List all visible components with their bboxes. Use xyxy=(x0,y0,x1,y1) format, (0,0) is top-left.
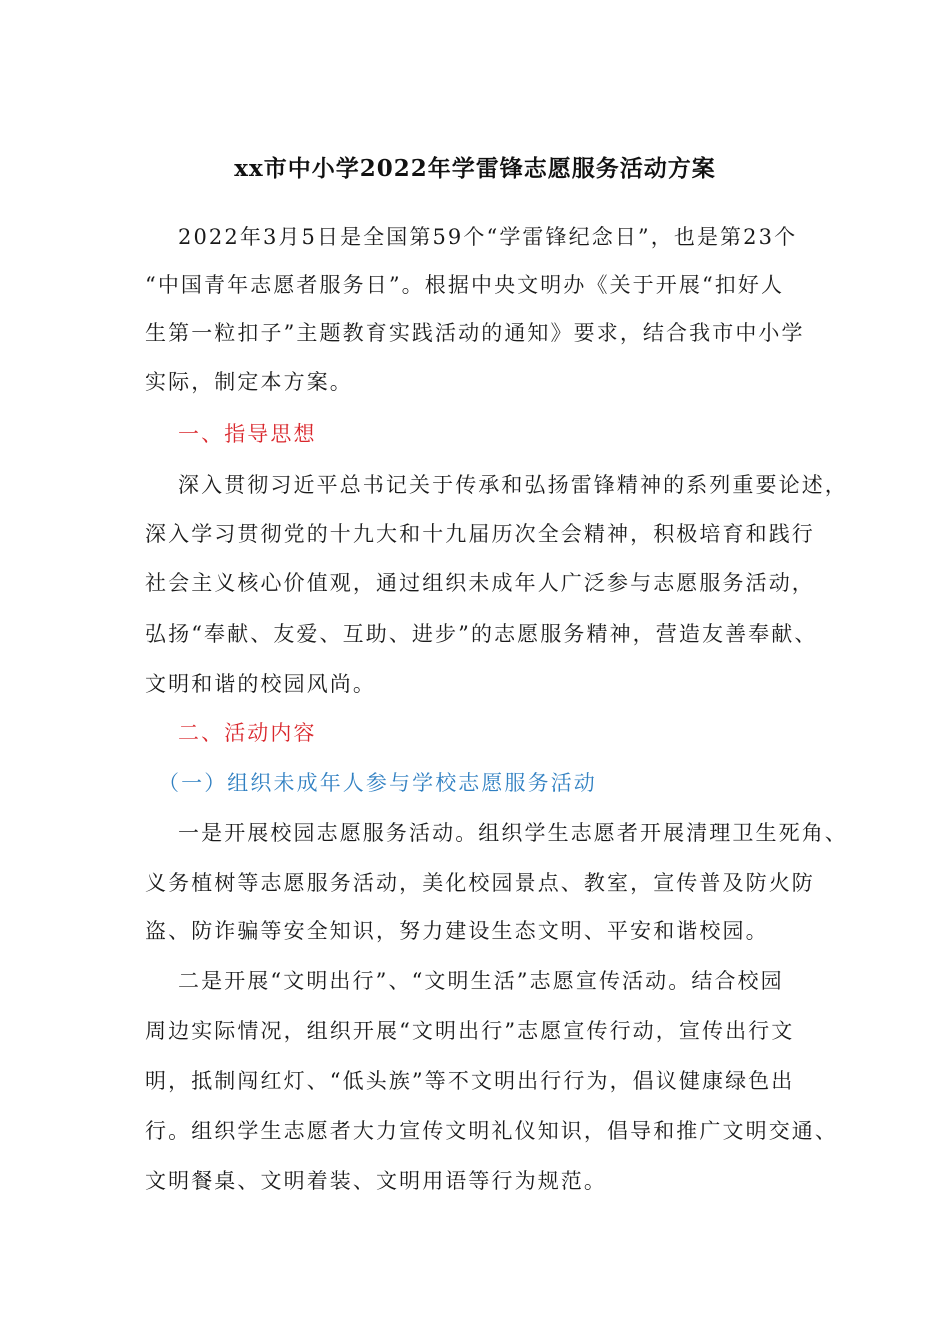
para2-line-5: 文明餐桌、文明着装、文明用语等行为规范。 xyxy=(145,1169,607,1193)
para2-line-3: 明，抵制闯红灯、“低头族”等不文明出行行为，倡议健康绿色出 xyxy=(145,1069,795,1093)
para1-line-1: 一是开展校园志愿服务活动。组织学生志愿者开展清理卫生死角、 xyxy=(178,821,848,845)
para1-line-3: 盗、防诈骗等安全知识，努力建设生态文明、平安和谐校园。 xyxy=(145,919,769,943)
section1-line-3: 社会主义核心价值观，通过组织未成年人广泛参与志愿服务活动， xyxy=(145,571,815,595)
section1-line-4: 弘扬“奉献、友爱、互助、进步”的志愿服务精神，营造友善奉献、 xyxy=(145,622,818,646)
para2-line-1: 二是开展“文明出行”、“文明生活”志愿宣传活动。结合校园 xyxy=(178,969,784,993)
intro-line-1: 2022年3月5日是全国第59个“学雷锋纪念日”，也是第23个 xyxy=(178,225,798,249)
section1-line-1: 深入贯彻习近平总书记关于传承和弘扬雷锋精神的系列重要论述， xyxy=(178,473,848,497)
intro-line-2: “中国青年志愿者服务日”。根据中央文明办《关于开展“扣好人 xyxy=(145,273,785,297)
section-heading-activity-content: 二、活动内容 xyxy=(178,721,317,745)
intro-line-3: 生第一粒扣子”主题教育实践活动的通知》要求，结合我市中小学 xyxy=(145,321,805,345)
section1-line-5: 文明和谐的校园风尚。 xyxy=(145,672,376,696)
subsection-heading: （一）组织未成年人参与学校志愿服务活动 xyxy=(158,771,597,795)
section1-line-2: 深入学习贯彻党的十九大和十九届历次全会精神，积极培育和践行 xyxy=(145,522,815,546)
intro-line-4: 实际，制定本方案。 xyxy=(145,370,353,394)
para1-line-2: 义务植树等志愿服务活动，美化校园景点、教室，宣传普及防火防 xyxy=(145,871,815,895)
para2-line-2: 周边实际情况，组织开展“文明出行”志愿宣传行动，宣传出行文 xyxy=(145,1019,795,1043)
para2-line-4: 行。组织学生志愿者大力宣传文明礼仪知识，倡导和推广文明交通、 xyxy=(145,1119,838,1143)
section-heading-guiding-ideology: 一、指导思想 xyxy=(178,422,317,446)
document-title: xx市中小学2022年学雷锋志愿服务活动方案 xyxy=(234,155,716,182)
